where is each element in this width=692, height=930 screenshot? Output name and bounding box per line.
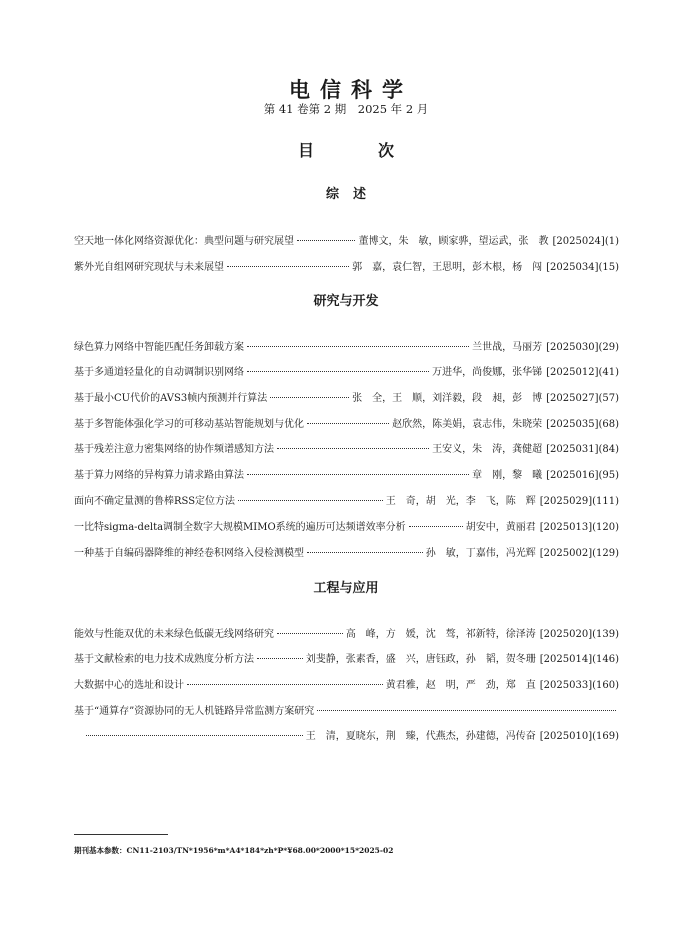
- section-title-engineering: 工程与应用: [313, 581, 379, 596]
- toc-entry[interactable]: [74, 387, 619, 403]
- entry-authors: 黄君雅，赵 明，严 劲，郑 直: [385, 680, 536, 691]
- toc-entry[interactable]: [74, 623, 619, 639]
- entry-title: 紫外光自组网研究现状与未来展望: [74, 262, 224, 273]
- toc-entry[interactable]: [74, 464, 619, 480]
- journal-title: 电信科学: [289, 77, 413, 102]
- leader-dots: [247, 333, 469, 347]
- entry-ref: [2025035](68): [546, 419, 619, 430]
- entry-ref: [2025031](84): [546, 444, 619, 455]
- entry-ref: [2025002](129): [539, 548, 619, 559]
- entry-title: 大数据中心的选址和设计: [74, 680, 184, 691]
- leader-dots: [277, 435, 429, 449]
- entry-title: 一种基于自编码器降维的神经卷积网络入侵检测模型: [74, 548, 304, 559]
- toc-entry[interactable]: [74, 516, 619, 532]
- leader-dots: [86, 722, 303, 736]
- leader-dots: [409, 513, 463, 527]
- entry-authors: 章 刚，黎 曦: [472, 470, 543, 481]
- leader-dots: [257, 645, 303, 659]
- entry-authors: 孙 敏，丁嘉伟，冯光辉: [425, 548, 536, 559]
- section-title-review: 综述: [325, 187, 380, 202]
- toc-entry[interactable]: [74, 413, 619, 429]
- entry-ref: [2025033](160): [539, 680, 619, 691]
- entry-authors: 董博文，朱 敏，顾家骅，望运武，张 教: [358, 236, 549, 247]
- entry-ref: [2025034](15): [546, 262, 619, 273]
- entry-title: 基于算力网络的异构算力请求路由算法: [74, 470, 244, 481]
- entry-title: 空天地一体化网络资源优化：典型问题与研究展望: [74, 236, 294, 247]
- toc-entry[interactable]: [74, 256, 619, 272]
- leader-dots: [317, 697, 616, 711]
- entry-authors: 郭 嘉，袁仁智，王思明，彭木根，杨 闯: [352, 262, 543, 273]
- entry-ref: [2025024](1): [552, 236, 619, 247]
- entry-authors: 张 全，王 顺，刘洋毅，段 昶，彭 博: [352, 393, 543, 404]
- leader-dots: [297, 227, 355, 241]
- entry-ref: [2025029](111): [539, 496, 619, 507]
- leader-dots: [307, 410, 389, 424]
- toc-entry-continuation: [86, 725, 619, 741]
- entry-title: 基于文献检索的电力技术成熟度分析方法: [74, 654, 254, 665]
- section-title-research: 研究与开发: [313, 294, 379, 309]
- entry-title: 面向不确定量测的鲁棒RSS定位方法: [74, 496, 236, 507]
- leader-dots: [247, 358, 429, 372]
- entry-ref: [2025030](29): [546, 342, 619, 353]
- entry-ref: [2025020](139): [539, 629, 619, 640]
- entry-ref: [2025013](120): [539, 522, 619, 533]
- entry-ref: [2025016](95): [546, 470, 619, 481]
- entry-authors: 赵欣然，陈美娟，袁志伟，朱晓荣: [392, 419, 543, 430]
- footnote-parameters: 期刊基本参数：CN11-2103/TN*1956*m*A4*184*zh*P*¥68.00*2000*15*2025-02: [74, 846, 394, 855]
- entry-ref: [2025010](169): [539, 731, 619, 742]
- entry-title: 基于多通道轻量化的自动调制识别网络: [74, 367, 244, 378]
- toc-entry[interactable]: [74, 438, 619, 454]
- entry-title: 绿色算力网络中智能匹配任务卸载方案: [74, 342, 244, 353]
- toc-entry[interactable]: [74, 336, 619, 352]
- entry-authors: 万进华，尚俊娜，张华锑: [432, 367, 543, 378]
- entry-ref: [2025014](146): [539, 654, 619, 665]
- entry-authors: 王 奇，胡 光，李 飞，陈 辉: [385, 496, 536, 507]
- toc-entry[interactable]: [74, 361, 619, 377]
- toc-entry[interactable]: [74, 542, 619, 558]
- entry-authors: 王安义，朱 涛，龚健超: [432, 444, 543, 455]
- leader-dots: [238, 487, 383, 501]
- toc-entry[interactable]: [74, 648, 619, 664]
- entry-title: 一比特sigma-delta调制全数字大规模MIMO系统的遍历可达频谱效率分析: [74, 522, 406, 533]
- contents-title: 目 次: [297, 141, 418, 160]
- toc-entry[interactable]: [74, 674, 619, 690]
- leader-dots: [247, 461, 469, 475]
- entry-authors: 刘斐静，张素香，盛 兴，唐钰政，孙 韬，贺冬珊: [305, 654, 536, 665]
- entry-authors: 胡安中，黄丽君: [465, 522, 536, 533]
- footnote-divider: [74, 834, 168, 835]
- entry-title: 能效与性能双优的未来绿色低碳无线网络研究: [74, 629, 274, 640]
- entry-ref: [2025012](41): [546, 367, 619, 378]
- entry-ref: [2025027](57): [546, 393, 619, 404]
- entry-authors: 兰世战，马丽芳: [472, 342, 543, 353]
- leader-dots: [187, 671, 383, 685]
- entry-authors: 高 峰，方 媛，沈 骜，祁新特，徐泽涛: [345, 629, 536, 640]
- entry-title: 基于残差注意力密集网络的协作频谱感知方法: [74, 444, 274, 455]
- issue-info: 第 41 卷第 2 期 2025 年 2 月: [263, 102, 429, 116]
- leader-dots: [307, 539, 423, 553]
- entry-title: 基于最小CU代价的AVS3帧内预测并行算法: [74, 393, 268, 404]
- toc-entry[interactable]: [74, 490, 619, 506]
- leader-dots: [277, 620, 343, 634]
- leader-dots: [270, 384, 349, 398]
- entry-title: 基于多智能体强化学习的可移动基站智能规划与优化: [74, 419, 304, 430]
- entry-authors: 王 清，夏晓东，荆 臻，代燕杰，孙建德，冯传奋: [305, 731, 536, 742]
- leader-dots: [227, 253, 349, 267]
- toc-entry[interactable]: [74, 700, 619, 716]
- entry-title: 基于“通算存”资源协同的无人机链路异常监测方案研究: [74, 706, 315, 717]
- toc-entry[interactable]: [74, 230, 619, 246]
